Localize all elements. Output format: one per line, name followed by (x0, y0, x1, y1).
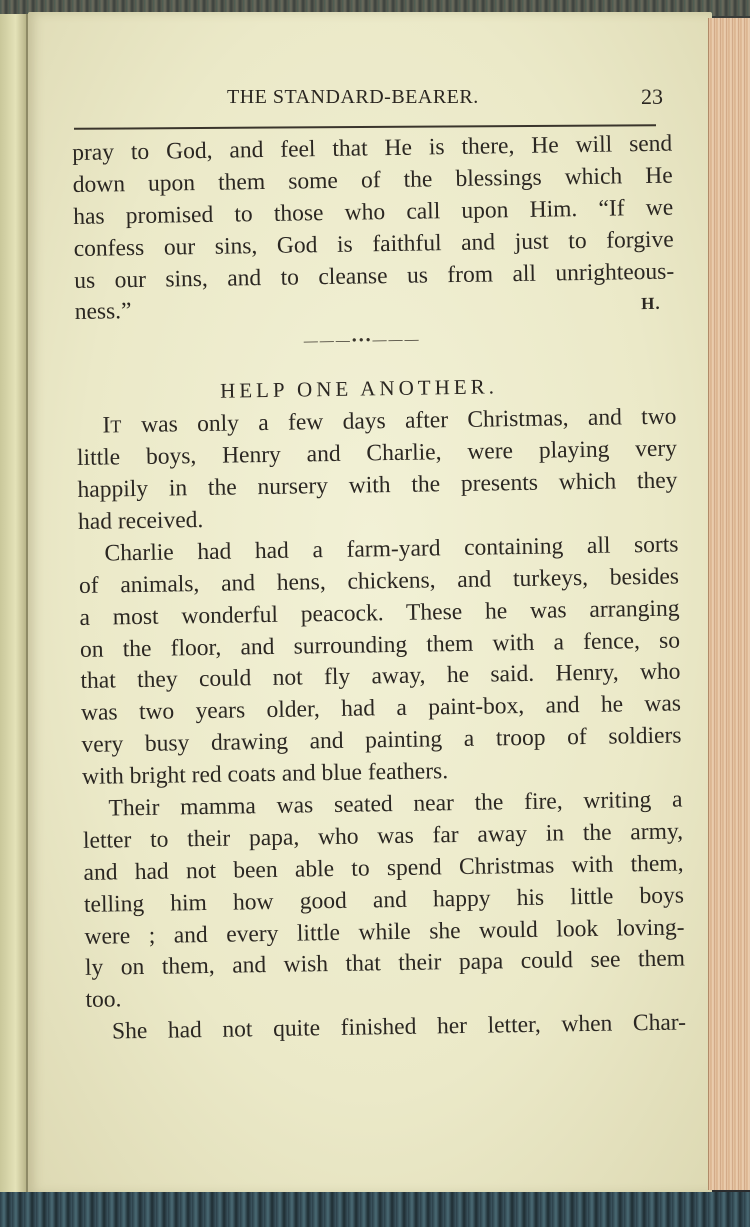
author-signature: H. (641, 294, 661, 314)
text-line: pray to God, and feel that He is there, He will send (72, 130, 673, 166)
text-line: on the floor, and surrounding them with a fence, so (79, 627, 681, 663)
ornament-divider: ———•••——— (303, 332, 421, 350)
text-line: very busy drawing and painting a troop of soldiers (81, 722, 682, 759)
text-line: has promised to those who call upon Him. “If we (73, 194, 674, 230)
book-cover-edge (0, 1192, 750, 1227)
text-line: ness.” (74, 298, 132, 326)
text-line: were ; and every little while she would look loving- (84, 914, 685, 950)
page-fore-edge (708, 18, 750, 1190)
text-line: a most wonderful peacock. These he was arranging (79, 595, 680, 631)
text-line: confess our sins, God is faithful and just to forgive (73, 226, 674, 262)
first-line-text: was only a few days after Christmas, and two (121, 403, 677, 439)
running-title: THE STANDARD-BEARER. (227, 86, 479, 108)
text-line: of animals, and hens, chickens, and turkeys, besides (78, 563, 680, 599)
text-line: Their mamma was seated near the fire, writing a (108, 786, 683, 822)
text-line: little boys, Henry and Charlie, were playing very (76, 435, 678, 472)
text-line: She had not quite finished her letter, when Char- (111, 1009, 687, 1045)
text-line: us our sins, and to cleanse us from all unrighteous- (74, 258, 675, 294)
text-line: with bright red coats and blue feathers. (81, 758, 449, 791)
facing-page-edge (0, 14, 28, 1194)
drop-word-rest: T (110, 416, 123, 437)
story-title: HELP ONE ANOTHER. (219, 374, 499, 404)
text-line: letter to their papa, who was far away in the army, (82, 818, 684, 854)
text-line: too. (85, 986, 122, 1014)
page-text (72, 129, 686, 1049)
text-line: and had not been able to spend Christmas with them, (83, 850, 684, 886)
text-line: that they could not fly away, he said. Henry, who (80, 658, 681, 695)
text-line: telling him how good and happy his little boys (83, 882, 685, 918)
text-line: ly on them, and wish that their papa could see them (84, 945, 686, 982)
page-header (195, 84, 665, 114)
page-number: 23 (641, 84, 663, 109)
text-line: happily in the nursery with the presents which they (77, 467, 678, 504)
text-line: Charlie had had a farm-yard containing all sorts (104, 531, 679, 567)
text-line: was two years older, had a paint-box, and he was (80, 690, 682, 727)
drop-word-initial: I (102, 412, 111, 439)
text-line: had received. (77, 507, 204, 535)
text-line: down upon them some of the blessings which He (72, 162, 673, 198)
